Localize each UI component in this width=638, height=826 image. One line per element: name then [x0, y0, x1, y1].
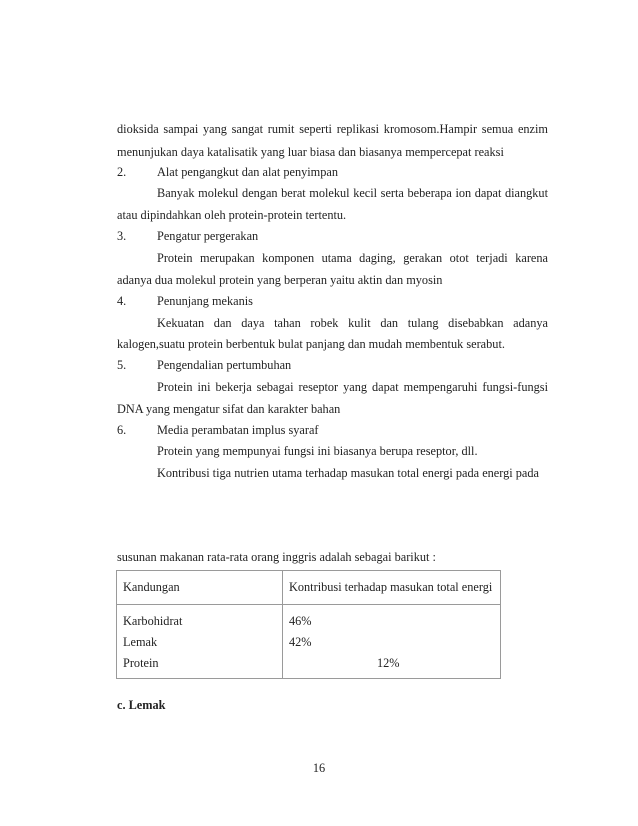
list-item-title: Alat pengangkut dan alat penyimpan [157, 165, 338, 179]
table-header-cell: Kandungan [117, 571, 283, 605]
list-item-title: Pengendalian pertumbuhan [157, 358, 292, 372]
paragraph-line: adanya dua molekul protein yang berperan yaitu aktin dan myosin [117, 273, 443, 287]
table-cell-values [283, 605, 501, 679]
paragraph-line: susunan makanan rata-rata orang inggris adalah sebagai barikut : [117, 550, 436, 564]
paragraph-line: Protein ini bekerja sebagai reseptor yang dapat mempengaruhi fungsi-fungsi [157, 380, 548, 394]
table-header-cell: Kontribusi terhadap masukan total energi [283, 571, 501, 605]
nutrient-name: Protein [123, 656, 159, 670]
list-item-6 [117, 422, 319, 438]
paragraph-line: atau dipindahkan oleh protein-protein tertentu. [117, 208, 347, 222]
table-body-row [117, 605, 501, 679]
list-number: 5. [117, 358, 127, 372]
list-item-title: Penunjang mekanis [157, 294, 253, 308]
energy-contribution-table [116, 570, 501, 679]
paragraph-line: Protein yang mempunyai fungsi ini biasanya berupa reseptor, dll. [157, 444, 478, 458]
paragraph-line: Kekuatan dan daya tahan robek kulit dan tulang disebabkan adanya [157, 316, 548, 330]
paragraph-line: DNA yang mengatur sifat dan karakter bahan [117, 402, 341, 416]
list-number: 2. [117, 165, 127, 179]
paragraph-line: Protein merupakan komponen utama daging, gerakan otot terjadi karena [157, 251, 548, 265]
table-header-row [117, 571, 501, 605]
nutrient-value: 12% [377, 656, 400, 670]
list-item-4 [117, 293, 253, 309]
nutrient-value: 46% [289, 614, 312, 628]
page-number: 16 [312, 761, 326, 775]
list-item-title: Pengatur pergerakan [157, 229, 259, 243]
list-number: 4. [117, 294, 127, 308]
list-item-3 [117, 228, 258, 244]
section-heading: c. Lemak [117, 698, 166, 712]
nutrient-value: 42% [289, 635, 312, 649]
list-number: 3. [117, 229, 127, 243]
paragraph-line: menunjukan daya katalisatik yang luar biasa dan biasanya mempercepat reaksi [117, 145, 504, 159]
list-item-5 [117, 357, 291, 373]
paragraph-line: Kontribusi tiga nutrien utama terhadap masukan total energi pada energi pada [157, 466, 539, 480]
paragraph-line: Banyak molekul dengan berat molekul kecil serta beberapa ion dapat diangkut [157, 186, 548, 200]
paragraph-line: dioksida sampai yang sangat rumit seperti replikasi kromosom.Hampir semua enzim [117, 122, 548, 136]
table-cell-names [117, 605, 283, 679]
paragraph-line: kalogen,suatu protein berbentuk bulat panjang dan mudah membentuk serabut. [117, 337, 505, 351]
list-number: 6. [117, 423, 127, 437]
nutrient-name: Karbohidrat [123, 614, 183, 628]
nutrient-name: Lemak [123, 635, 158, 649]
list-item-title: Media perambatan implus syaraf [157, 423, 319, 437]
list-item-2 [117, 164, 338, 180]
